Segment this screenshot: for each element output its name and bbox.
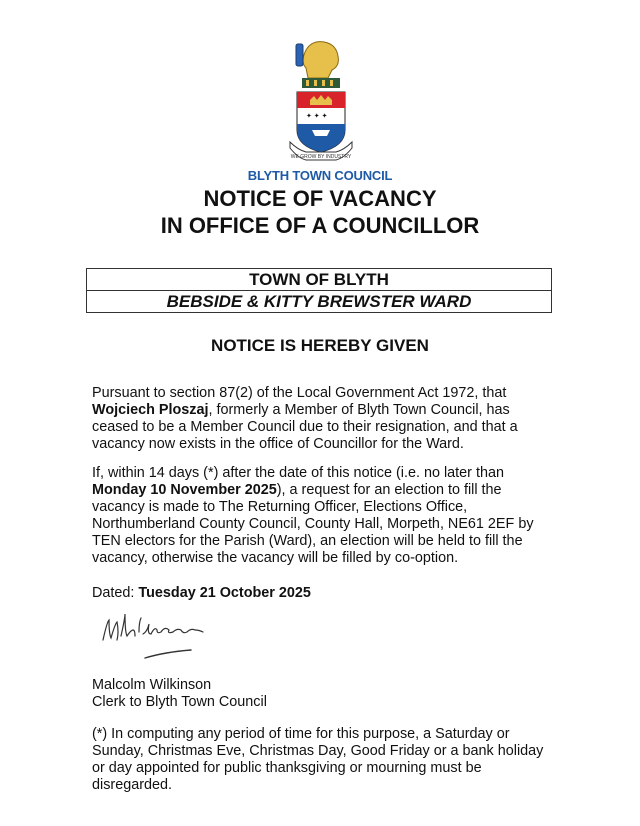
notice-heading: NOTICE IS HEREBY GIVEN — [211, 336, 429, 355]
paragraph-lead: Pursuant to section 87(2) of the Local Government Act 1972, that — [92, 385, 507, 401]
ward-name: BEBSIDE & KITTY BREWSTER WARD — [87, 290, 551, 312]
notice-title-line2: IN OFFICE OF A COUNCILLOR — [160, 213, 480, 238]
dated-label: Dated: — [92, 585, 139, 601]
dated-date: Tuesday 21 October 2025 — [138, 585, 311, 601]
town-name: TOWN OF BLYTH — [249, 270, 389, 289]
deadline-date: Monday 10 November 2025 — [92, 482, 277, 498]
svg-text:✦ ✦ ✦: ✦ ✦ ✦ — [306, 113, 328, 120]
council-name: BLYTH TOWN COUNCIL — [247, 168, 393, 183]
paragraph-rest: ), a request for an election to fill the vacancy is made to The Returning Officer, Elections Office, Northumberland County Council, County Hall, Morpeth, NE61 2EF by TEN electors for the Parish (Ward), an election will be held to fill the vacancy, otherwise the vacancy will be filled by co-option. — [92, 482, 534, 566]
council-crest-icon — [286, 38, 356, 166]
paragraph-rest: , formerly a Member of Blyth Town Council, has ceased to be a Member Council due to their resignation, and that a vacancy now exists in the office of Councillor for the Ward. — [92, 402, 518, 452]
election-request-paragraph — [92, 465, 552, 567]
notice-title-line1: NOTICE OF VACANCY — [203, 186, 437, 211]
signature-icon — [95, 608, 235, 668]
signatory-name: Malcolm Wilkinson — [92, 677, 212, 693]
signatory-role: Clerk to Blyth Town Council — [92, 694, 267, 710]
paragraph-lead: If, within 14 days (*) after the date of this notice (i.e. no later than — [92, 465, 504, 481]
former-member-name: Wojciech Ploszaj — [92, 402, 209, 418]
vacancy-paragraph — [92, 385, 552, 453]
svg-text:WE GROW BY INDUSTRY: WE GROW BY INDUSTRY — [290, 154, 352, 160]
signatory-block — [92, 677, 552, 711]
ward-box — [86, 268, 552, 313]
dated-line — [92, 585, 552, 602]
footnote: (*) In computing any period of time for this purpose, a Saturday or Sunday, Christmas Eve, Christmas Day, Good Friday or a bank holiday or day appointed for public thanksgiving or mourning must be disregarded. — [92, 726, 544, 793]
